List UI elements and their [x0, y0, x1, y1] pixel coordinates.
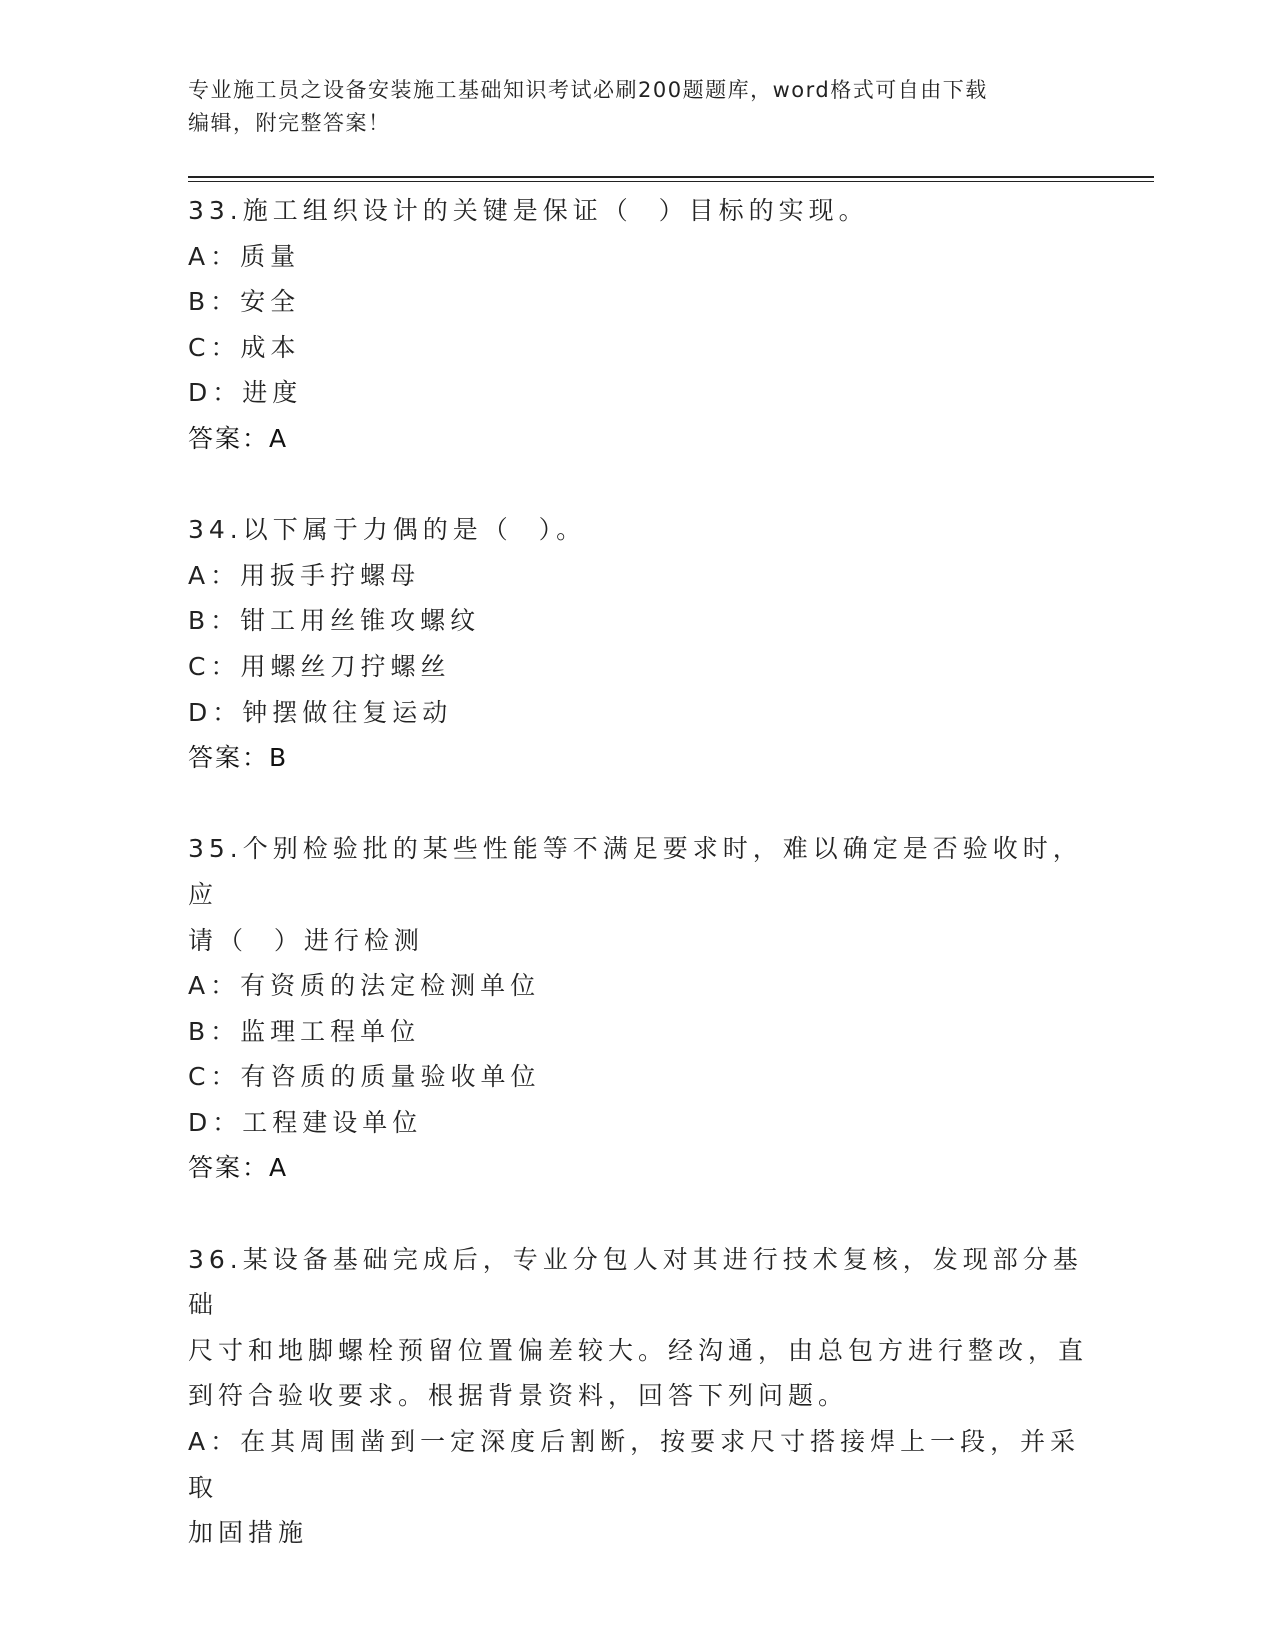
option-d: D：钟摆做往复运动	[188, 697, 453, 727]
answer-line: 答案：A	[188, 423, 289, 453]
option-b: B：安全	[188, 287, 301, 317]
option-a: A：有资质的法定检测单位	[188, 971, 541, 1001]
document-header	[188, 74, 1068, 140]
header-divider-thin	[188, 181, 1154, 182]
option-a: A：用扳手拧螺母	[188, 560, 421, 590]
option-c: C：成本	[188, 332, 301, 362]
option-b: B：监理工程单位	[188, 1016, 421, 1046]
option-c: C：用螺丝刀拧螺丝	[188, 651, 451, 681]
question-spacer	[188, 462, 1088, 508]
header-title-line-1: 专业施工员之设备安装施工基础知识考试必刷200题题库，word格式可自由下载	[188, 78, 988, 102]
question-35	[188, 826, 1088, 1191]
question-list	[188, 188, 1088, 1556]
question-stem-line-3: 到符合验收要求。根据背景资料，回答下列问题。	[188, 1381, 849, 1411]
header-title-line-2: 编辑，附完整答案！	[188, 111, 391, 135]
answer-line: 答案：A	[188, 1153, 289, 1183]
option-a-line-2: 加固措施	[188, 1518, 309, 1548]
option-a: A：质量	[188, 241, 301, 271]
question-stem-line-2: 请（ ）进行检测	[188, 925, 424, 955]
header-divider-thick	[188, 176, 1154, 178]
option-b: B：钳工用丝锥攻螺纹	[188, 606, 481, 636]
question-33	[188, 188, 1088, 462]
question-stem: 33.施工组织设计的关键是保证（ ）目标的实现。	[188, 196, 869, 225]
option-c: C：有咨质的质量验收单位	[188, 1062, 541, 1092]
question-stem-line-2: 尺寸和地脚螺栓预留位置偏差较大。经沟通，由总包方进行整改，直	[188, 1335, 1089, 1365]
question-34	[188, 507, 1088, 781]
question-stem-line-1: 36.某设备基础完成后，专业分包人对其进行技术复核，发现部分基础	[188, 1244, 1083, 1320]
question-spacer	[188, 1191, 1088, 1237]
option-d: D：工程建设单位	[188, 1107, 423, 1137]
option-a-line-1: A：在其周围凿到一定深度后割断，按要求尺寸搭接焊上一段，并采取	[188, 1427, 1081, 1502]
question-36	[188, 1237, 1088, 1556]
option-d: D：进度	[188, 378, 303, 408]
question-stem: 34.以下属于力偶的是（ ）。	[188, 515, 587, 545]
question-spacer	[188, 781, 1088, 827]
question-stem-line-1: 35.个别检验批的某些性能等不满足要求时，难以确定是否验收时，应	[188, 834, 1083, 909]
answer-line: 答案：B	[188, 743, 289, 773]
